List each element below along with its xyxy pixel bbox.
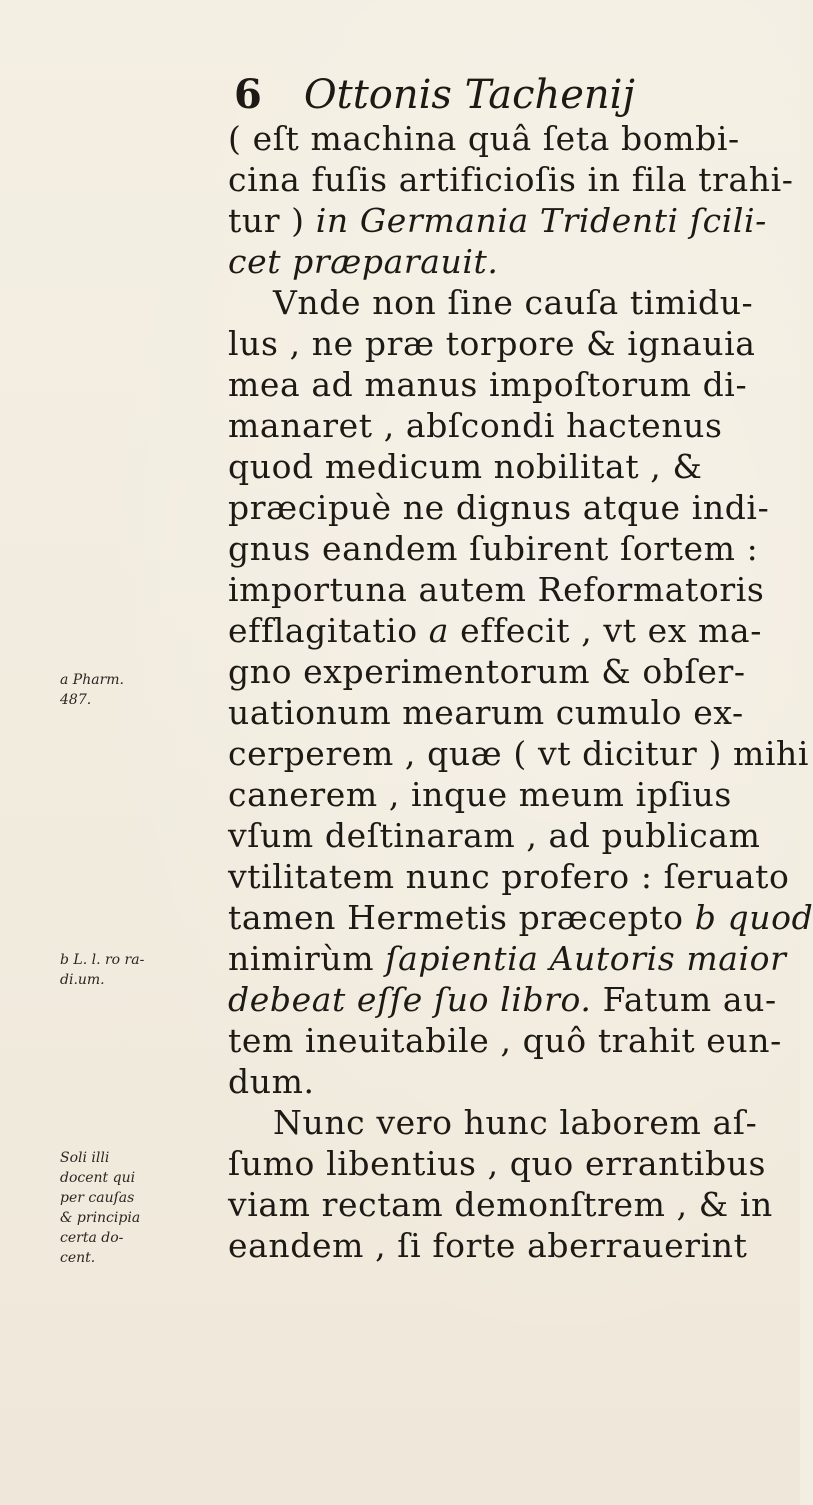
roman-text: tamen Hermetis præcepto (228, 898, 695, 937)
text-line (228, 1143, 783, 1184)
text-line (228, 938, 787, 979)
text-line (228, 569, 783, 610)
roman-text: dum. (228, 1062, 315, 1101)
page-number: 6 (234, 71, 262, 118)
roman-text: gno experimentorum & obſer- (228, 652, 746, 691)
text-line (228, 692, 783, 733)
text-line (228, 282, 783, 323)
margin-note-b (60, 950, 220, 990)
text-line (228, 487, 783, 528)
text-line (228, 200, 783, 241)
italic-text: cet præparauit. (228, 242, 499, 281)
text-line (228, 979, 783, 1020)
margin-note-line: & principia (60, 1210, 141, 1226)
main-text-block (228, 118, 813, 1266)
italic-text: b quod (694, 898, 813, 937)
text-line (228, 1061, 783, 1102)
roman-text: uationum mearum cumulo ex- (228, 693, 744, 732)
text-line (228, 897, 813, 938)
text-line (228, 528, 783, 569)
text-line (228, 241, 783, 282)
text-line (228, 1020, 783, 1061)
roman-text: viam rectam demonſtrem , & in (228, 1185, 773, 1224)
roman-text: præcipuè ne dignus atque indi- (228, 488, 770, 527)
roman-text: ( eſt machina quâ ſeta bombi- (228, 119, 740, 158)
roman-text: Fatum au- (591, 980, 777, 1019)
italic-text: a (428, 611, 450, 650)
roman-text: manaret , abſcondi hactenus (228, 406, 723, 445)
roman-text: Vnde non ſine cauſa timidu- (273, 283, 754, 322)
text-line (228, 815, 783, 856)
margin-note-line: 487. (60, 692, 92, 708)
margin-note-line: b L. l. ro ra- (60, 952, 145, 968)
margin-note-line: docent qui (60, 1170, 136, 1186)
text-line (228, 856, 790, 897)
text-line (228, 118, 783, 159)
roman-text: lus , ne præ torpore & ignauia (228, 324, 756, 363)
roman-text: effecit , vt ex ma- (449, 611, 762, 650)
margin-note-line: per cauſas (60, 1190, 135, 1206)
text-line (228, 323, 783, 364)
roman-text: cina fuſis artificioſis in fila trahi- (228, 160, 794, 199)
roman-text: tem ineuitabile , quô trahit eun- (228, 1021, 782, 1060)
roman-text: nimirùm (228, 939, 386, 978)
roman-text: vtilitatem nunc profero : ſeruato (228, 857, 790, 896)
text-line (228, 446, 783, 487)
margin-note-a (60, 670, 220, 710)
page-header (234, 70, 704, 120)
margin-note-line: cent. (60, 1250, 96, 1266)
margin-note-line: di.um. (60, 972, 105, 988)
roman-text: efflagitatio (228, 611, 429, 650)
margin-note-line: certa do- (60, 1230, 124, 1246)
text-line (228, 610, 783, 651)
roman-text: Nunc vero hunc laborem aſ- (273, 1103, 758, 1142)
italic-text: debeat eſſe ſuo libro. (228, 980, 592, 1019)
text-line (228, 364, 783, 405)
margin-note-c (60, 1148, 220, 1268)
roman-text: ſumo libentius , quo errantibus (228, 1144, 767, 1183)
text-line (228, 651, 783, 692)
roman-text: gnus eandem ſubirent ſortem : (228, 529, 759, 568)
roman-text: importuna autem Reformatoris (228, 570, 765, 609)
roman-text: eandem , ſi forte aberrauerint (228, 1226, 748, 1265)
margin-note-line: a Pharm. (60, 672, 124, 688)
text-line (228, 1102, 783, 1143)
roman-text: cerperem , quæ ( vt dicitur ) mihi (228, 734, 810, 773)
roman-text: canerem , inque meum ipſius (228, 775, 732, 814)
italic-text: in Germania Tridenti ſcili- (315, 201, 767, 240)
text-line (228, 1184, 783, 1225)
text-line (228, 159, 794, 200)
margin-note-line: Soli illi (60, 1150, 110, 1166)
roman-text: quod medicum nobilitat , & (228, 447, 703, 486)
text-line (228, 1225, 783, 1266)
roman-text: vſum deſtinaram , ad publicam (228, 816, 761, 855)
text-line (228, 733, 810, 774)
text-line (228, 405, 783, 446)
italic-text: ſapientia Autoris maior (385, 939, 787, 978)
roman-text: mea ad manus impoſtorum di- (228, 365, 748, 404)
running-title: Ottonis Tachenij (303, 72, 635, 118)
roman-text: tur ) (228, 201, 316, 240)
text-line (228, 774, 783, 815)
